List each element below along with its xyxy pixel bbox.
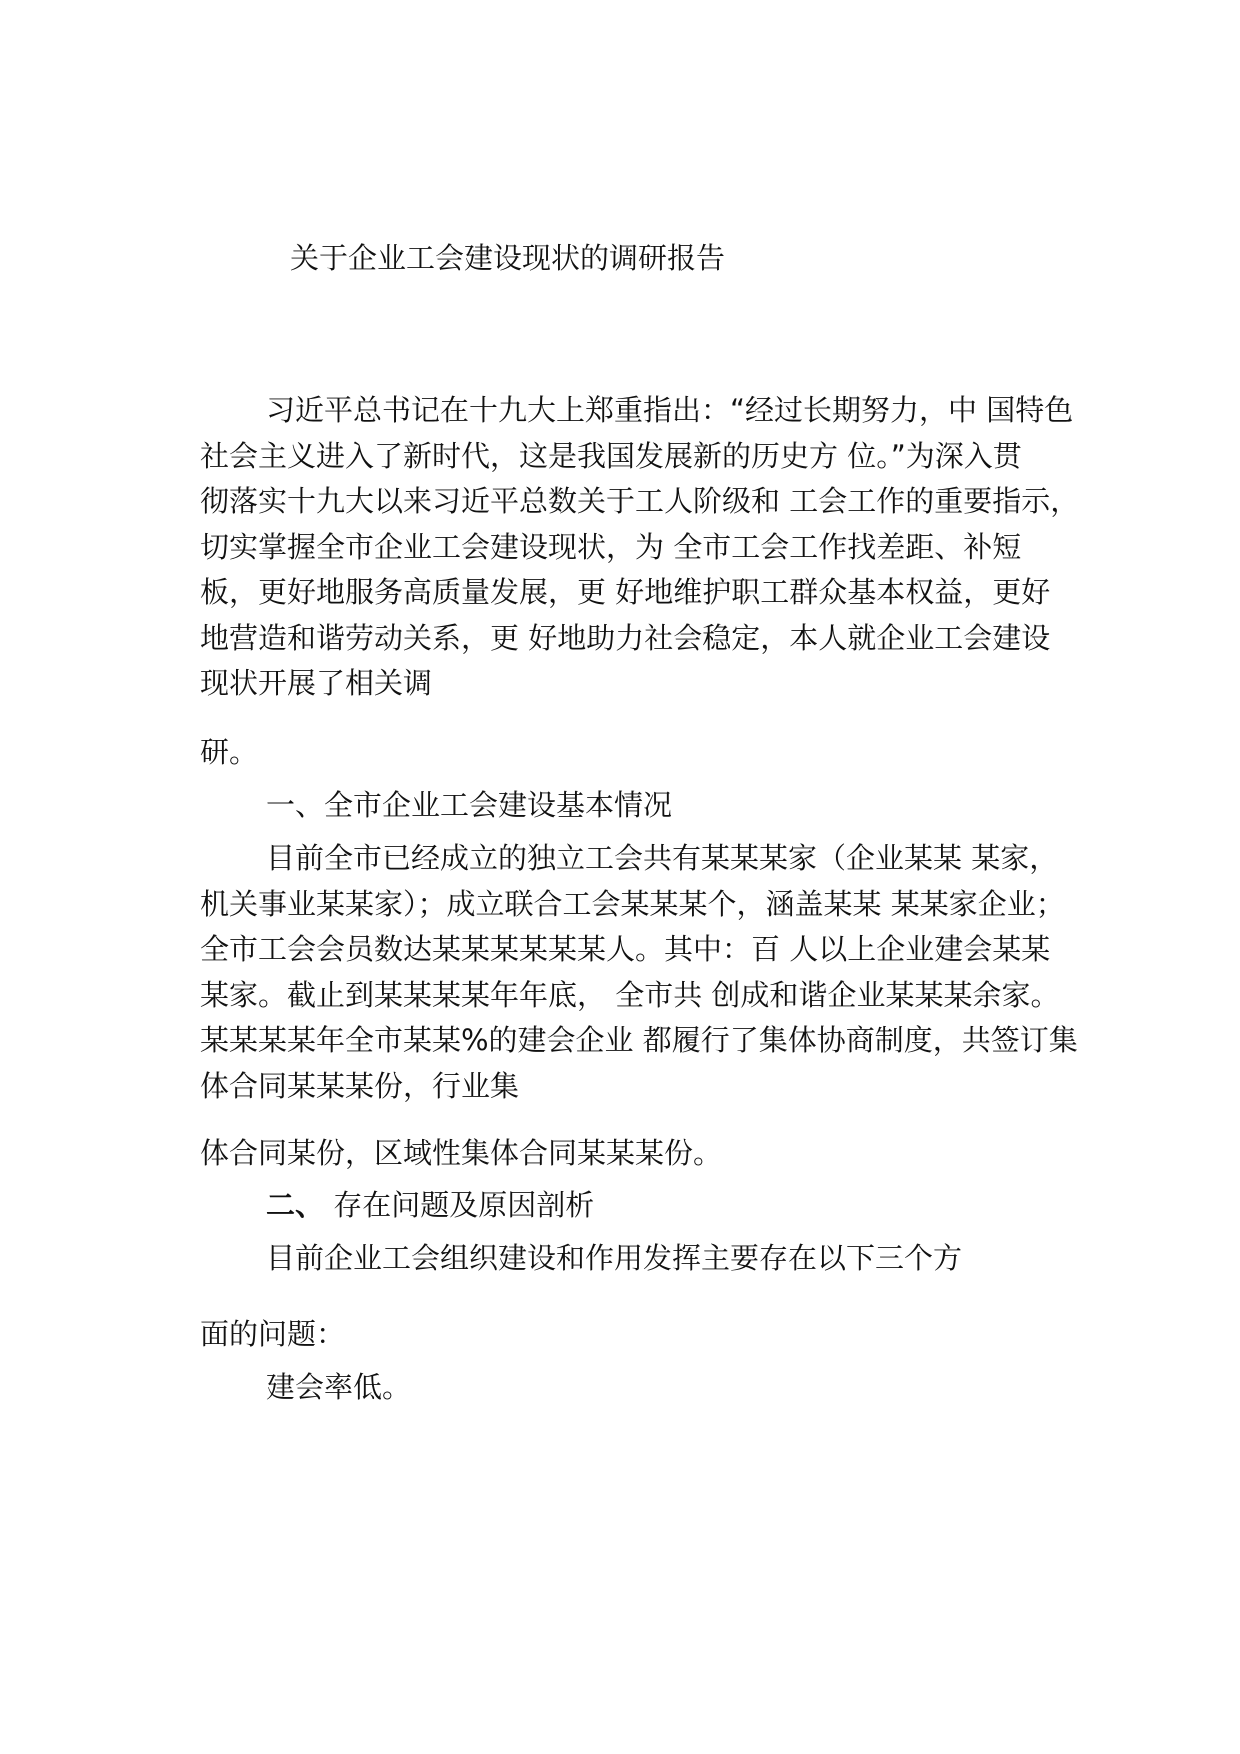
section-2-continuation-line: 面的问题： bbox=[200, 1317, 346, 1351]
section-1-heading bbox=[200, 783, 1080, 829]
intro-continuation bbox=[200, 730, 1080, 776]
intro-line: 彻落实十九大以来习近平总数关于工人阶级和 工会工作的重要指示， bbox=[200, 484, 1080, 518]
section-heading-text: 存在问题及原因剖析 bbox=[333, 1188, 595, 1222]
section-1-line: 体合同某某某份，行业集 bbox=[200, 1068, 520, 1103]
section-number: 二、 bbox=[266, 1188, 325, 1222]
document-title: 关于企业工会建设现状的调研报告 bbox=[290, 241, 726, 275]
section-1-line: 某家。截止到某某某某年年底， 全市共 创成和谐企业某某某余家。 bbox=[200, 977, 1060, 1012]
section-1-continuation-line: 体合同某份，区域性集体合同某某某份。 bbox=[200, 1136, 723, 1170]
section-1-line: 机关事业某某家）；成立联合工会某某某个，涵盖某某 某某家企业； bbox=[200, 886, 1065, 921]
section-heading bbox=[200, 1183, 1080, 1229]
intro-continuation-line: 研。 bbox=[200, 735, 259, 769]
section-2-item bbox=[200, 1365, 1080, 1411]
section-2-paragraph bbox=[200, 1236, 1080, 1282]
problem-item: 建会率低。 bbox=[266, 1370, 412, 1404]
section-heading: 一、全市企业工会建设基本情况 bbox=[266, 788, 673, 822]
section-2-heading bbox=[200, 1183, 1080, 1229]
section-2-line: 目前企业工会组织建设和作用发挥主要存在以下三个方 bbox=[266, 1241, 963, 1275]
intro-line: 板，更好地服务高质量发展，更 好地维护职工群众基本权益，更好 bbox=[200, 575, 1051, 609]
section-1-line: 全市工会会员数达某某某某某某人。其中：百 人以上企业建会某某 bbox=[200, 932, 1051, 966]
section-1-line: 目前全市已经成立的独立工会共有某某某家（企业某某 某家， bbox=[266, 841, 1059, 875]
section-1-paragraph bbox=[200, 836, 1080, 1109]
intro-line: 地营造和谐劳动关系，更 好地助力社会稳定，本人就企业工会建设 bbox=[200, 620, 1051, 655]
intro-paragraph bbox=[200, 388, 1080, 707]
section-1-continuation bbox=[200, 1131, 1080, 1177]
intro-line: 习近平总书记在十九大上郑重指出：“经过长期努力，中 国特色 bbox=[266, 393, 1074, 427]
intro-line: 社会主义进入了新时代，这是我国发展新的历史方 位。”为深入贯 bbox=[200, 438, 1022, 473]
section-1-line: 某某某某年全市某某%的建会企业 都履行了集体协商制度，共签订集 bbox=[200, 1023, 1078, 1057]
intro-line: 切实掌握全市企业工会建设现状，为 全市工会工作找差距、补短 bbox=[200, 529, 1022, 564]
intro-line: 现状开展了相关调 bbox=[200, 666, 433, 700]
section-2-continuation bbox=[200, 1312, 1080, 1358]
